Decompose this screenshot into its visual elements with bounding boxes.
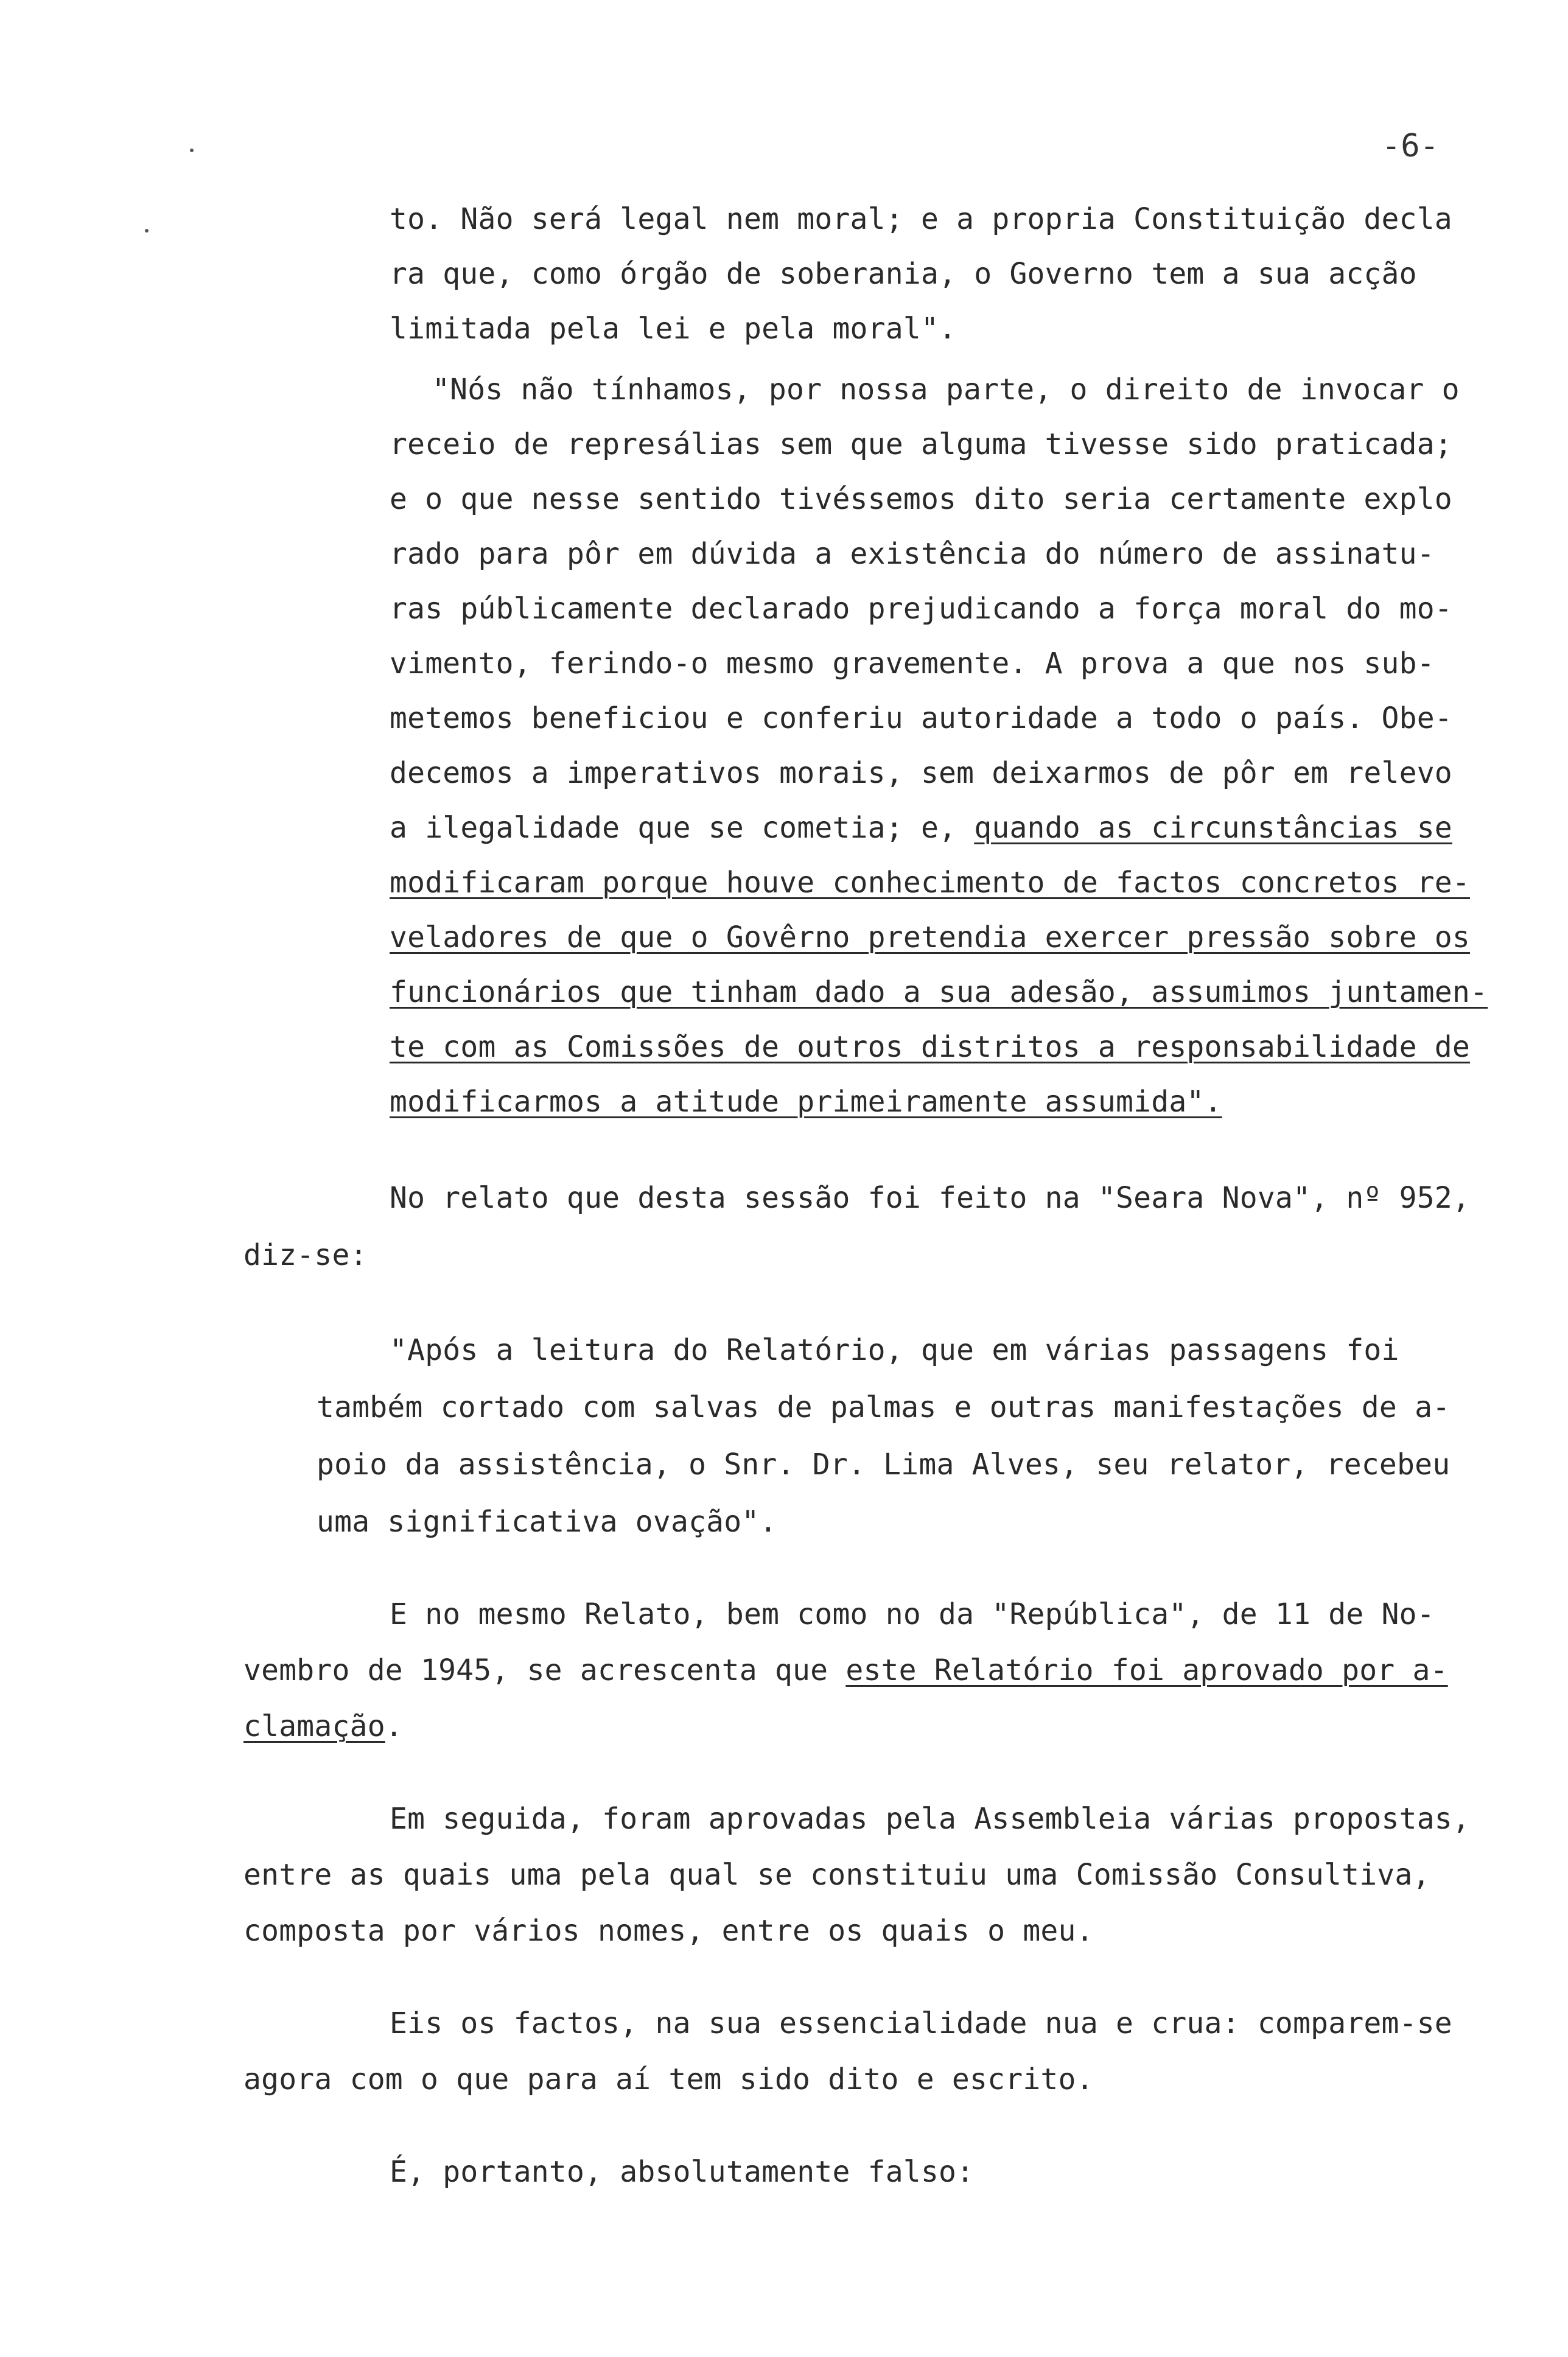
text-line [390, 1084, 1222, 1120]
text-segment: decemos a imperativos morais, sem deixarmos de pôr em relevo [390, 756, 1452, 790]
text-segment: e o que nesse sentido tivéssemos dito seria certamente explo [390, 482, 1452, 516]
text-segment: . [385, 1709, 403, 1743]
text-line [390, 864, 1470, 901]
text-line [390, 1596, 1435, 1633]
text-line [390, 645, 1435, 682]
underlined-text: clamação [243, 1709, 385, 1743]
text-segment: E no mesmo Relato, bem como no da "República", de 11 de No- [390, 1597, 1435, 1631]
text-segment: receio de represálias sem que alguma tivesse sido praticada; [390, 427, 1452, 461]
underlined-text: modificaram porque houve conhecimento de factos concretos re- [390, 866, 1471, 900]
text-line [390, 919, 1470, 956]
text-line [243, 1708, 403, 1745]
text-line [390, 2005, 1452, 2042]
text-line [317, 1504, 777, 1540]
underlined-text: funcionários que tinham dado a sua adesão, assumimos juntamen- [390, 975, 1488, 1009]
text-line [390, 810, 1452, 846]
text-segment: "Após a leitura do Relatório, que em várias passagens foi [390, 1333, 1399, 1367]
underlined-text: modificarmos a atitude primeiramente assumida". [390, 1085, 1222, 1119]
text-segment: Eis os factos, na sua essencialidade nua e crua: comparem-se [390, 2006, 1452, 2040]
text-segment: É, portanto, absolutamente falso: [390, 2155, 975, 2189]
text-segment: metemos beneficiou e conferiu autoridade a todo o país. Obe- [390, 701, 1452, 735]
text-line [390, 481, 1452, 517]
text-line [432, 371, 1460, 408]
text-line [243, 1237, 368, 1273]
text-segment: também cortado com salvas de palmas e outras manifestações de a- [317, 1390, 1451, 1424]
text-segment: vimento, ferindo-o mesmo gravemente. A prova a que nos sub- [390, 646, 1435, 681]
text-segment: composta por vários nomes, entre os quais o meu. [243, 1914, 1094, 1948]
text-line [390, 256, 1417, 292]
paper-speck-1 [190, 149, 194, 152]
text-line [317, 1446, 1450, 1483]
text-line [243, 2061, 1094, 2098]
text-segment: agora com o que para aí tem sido dito e escrito. [243, 2062, 1094, 2096]
text-segment: ra que, como órgão de soberania, o Governo tem a sua acção [390, 257, 1417, 291]
text-line [390, 755, 1452, 791]
text-line [390, 1332, 1399, 1368]
text-line [390, 536, 1435, 572]
text-line [390, 1801, 1470, 1837]
text-segment: uma significativa ovação". [317, 1505, 777, 1539]
text-segment: entre as quais uma pela qual se constituiu uma Comissão Consultiva, [243, 1858, 1430, 1892]
text-segment: poio da assistência, o Snr. Dr. Lima Alves, seu relator, recebeu [317, 1448, 1451, 1482]
underlined-text: te com as Comissões de outros distritos a responsabilidade de [390, 1030, 1471, 1064]
text-segment: ras públicamente declarado prejudicando a força moral do mo- [390, 592, 1452, 626]
underlined-text: quando as circunstâncias se [974, 811, 1452, 845]
text-line [390, 201, 1452, 237]
text-line [243, 1857, 1430, 1893]
text-segment: rado para pôr em dúvida a existência do número de assinatu- [390, 537, 1435, 571]
text-segment: a ilegalidade que se cometia; e, [390, 811, 975, 845]
underlined-text: veladores de que o Govêrno pretendia exercer pressão sobre os [390, 920, 1471, 954]
text-segment: Em seguida, foram aprovadas pela Assembleia várias propostas, [390, 1802, 1471, 1836]
underlined-text: este Relatório foi aprovado por a- [845, 1653, 1448, 1687]
page-number: -6- [1382, 128, 1439, 164]
text-segment: to. Não será legal nem moral; e a propria Constituição decla [390, 202, 1452, 236]
text-segment: No relato que desta sessão foi feito na "Seara Nova", nº 952, [390, 1181, 1471, 1215]
text-line [390, 590, 1452, 627]
text-line [390, 426, 1452, 463]
text-line [317, 1389, 1450, 1426]
paper-speck-2 [145, 229, 149, 233]
text-line [243, 1652, 1448, 1689]
text-line [390, 974, 1488, 1010]
text-line [243, 1913, 1094, 1949]
text-segment: diz-se: [243, 1238, 368, 1272]
text-line [390, 1180, 1470, 1216]
text-line [390, 2154, 974, 2190]
text-line [390, 310, 956, 347]
text-line [390, 700, 1452, 737]
text-segment: limitada pela lei e pela moral". [390, 312, 957, 346]
text-segment: vembro de 1945, se acrescenta que [243, 1653, 846, 1687]
text-segment: "Nós não tínhamos, por nossa parte, o direito de invocar o [432, 373, 1460, 407]
text-line [390, 1029, 1470, 1065]
